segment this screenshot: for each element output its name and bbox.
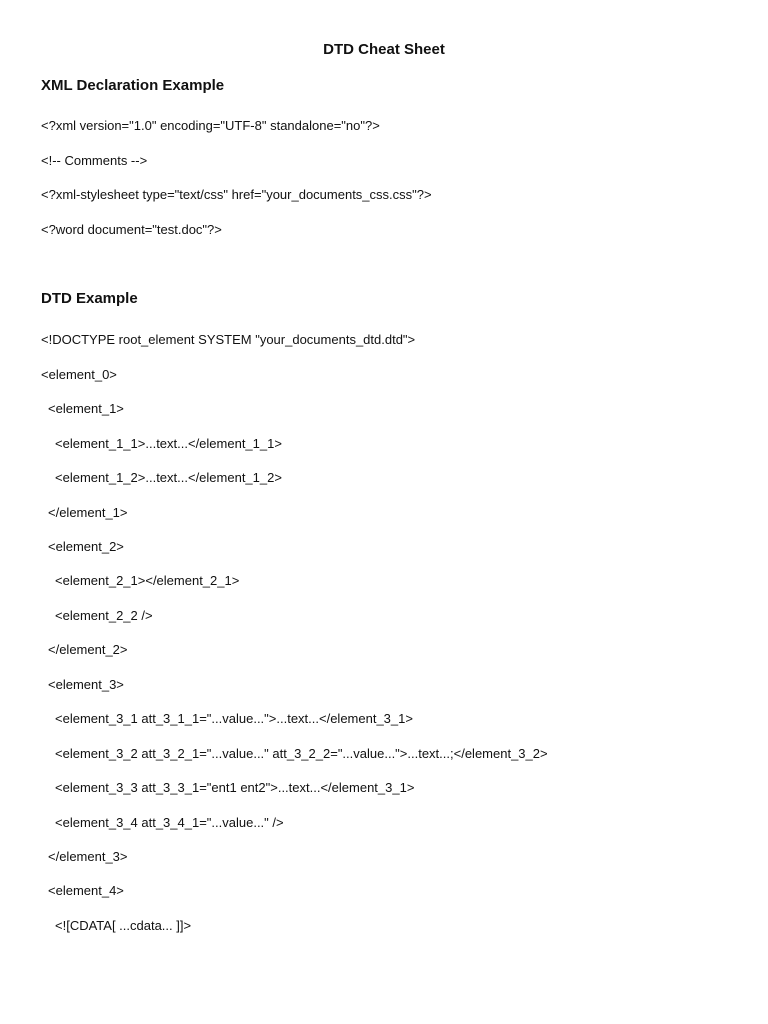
code-line: <element_3_4 att_3_4_1="...value..." /> [55, 815, 284, 830]
code-line: </element_2> [48, 642, 128, 657]
code-line: </element_1> [48, 505, 128, 520]
code-line: <element_2> [48, 539, 124, 554]
code-line: <element_2_2 /> [55, 608, 153, 623]
code-line: <element_1> [48, 401, 124, 416]
code-line: <![CDATA[ ...cdata... ]]> [55, 918, 192, 933]
code-line: <element_0> [41, 367, 117, 382]
xml-declaration-heading: XML Declaration Example [41, 77, 225, 94]
xml-comment-line: <!-- Comments --> [41, 153, 148, 168]
xml-declaration-line: <?xml version="1.0" encoding="UTF-8" standalone="no"?> [41, 118, 380, 133]
code-line: <element_1_2>...text...</element_1_2> [55, 470, 282, 485]
code-line: <element_1_1>...text...</element_1_1> [55, 436, 282, 451]
dtd-example-heading: DTD Example [41, 290, 138, 307]
doctype-line: <!DOCTYPE root_element SYSTEM "your_documents_dtd.dtd"> [41, 332, 416, 347]
xml-processing-instruction-line: <?word document="test.doc"?> [41, 222, 222, 237]
code-line: <element_2_1></element_2_1> [55, 573, 240, 588]
page-title: DTD Cheat Sheet [323, 41, 445, 58]
code-line: <element_3> [48, 677, 124, 692]
code-line: <element_3_1 att_3_1_1="...value...">...text...</element_3_1> [55, 711, 413, 726]
xml-stylesheet-line: <?xml-stylesheet type="text/css" href="your_documents_css.css"?> [41, 187, 432, 202]
code-line: <element_3_2 att_3_2_1="...value..." att_3_2_2="...value...">...text...;</element_3_2> [55, 746, 548, 761]
code-line: <element_3_3 att_3_3_1="ent1 ent2">...text...</element_3_1> [55, 780, 415, 795]
code-line: <element_4> [48, 883, 124, 898]
code-line: </element_3> [48, 849, 128, 864]
